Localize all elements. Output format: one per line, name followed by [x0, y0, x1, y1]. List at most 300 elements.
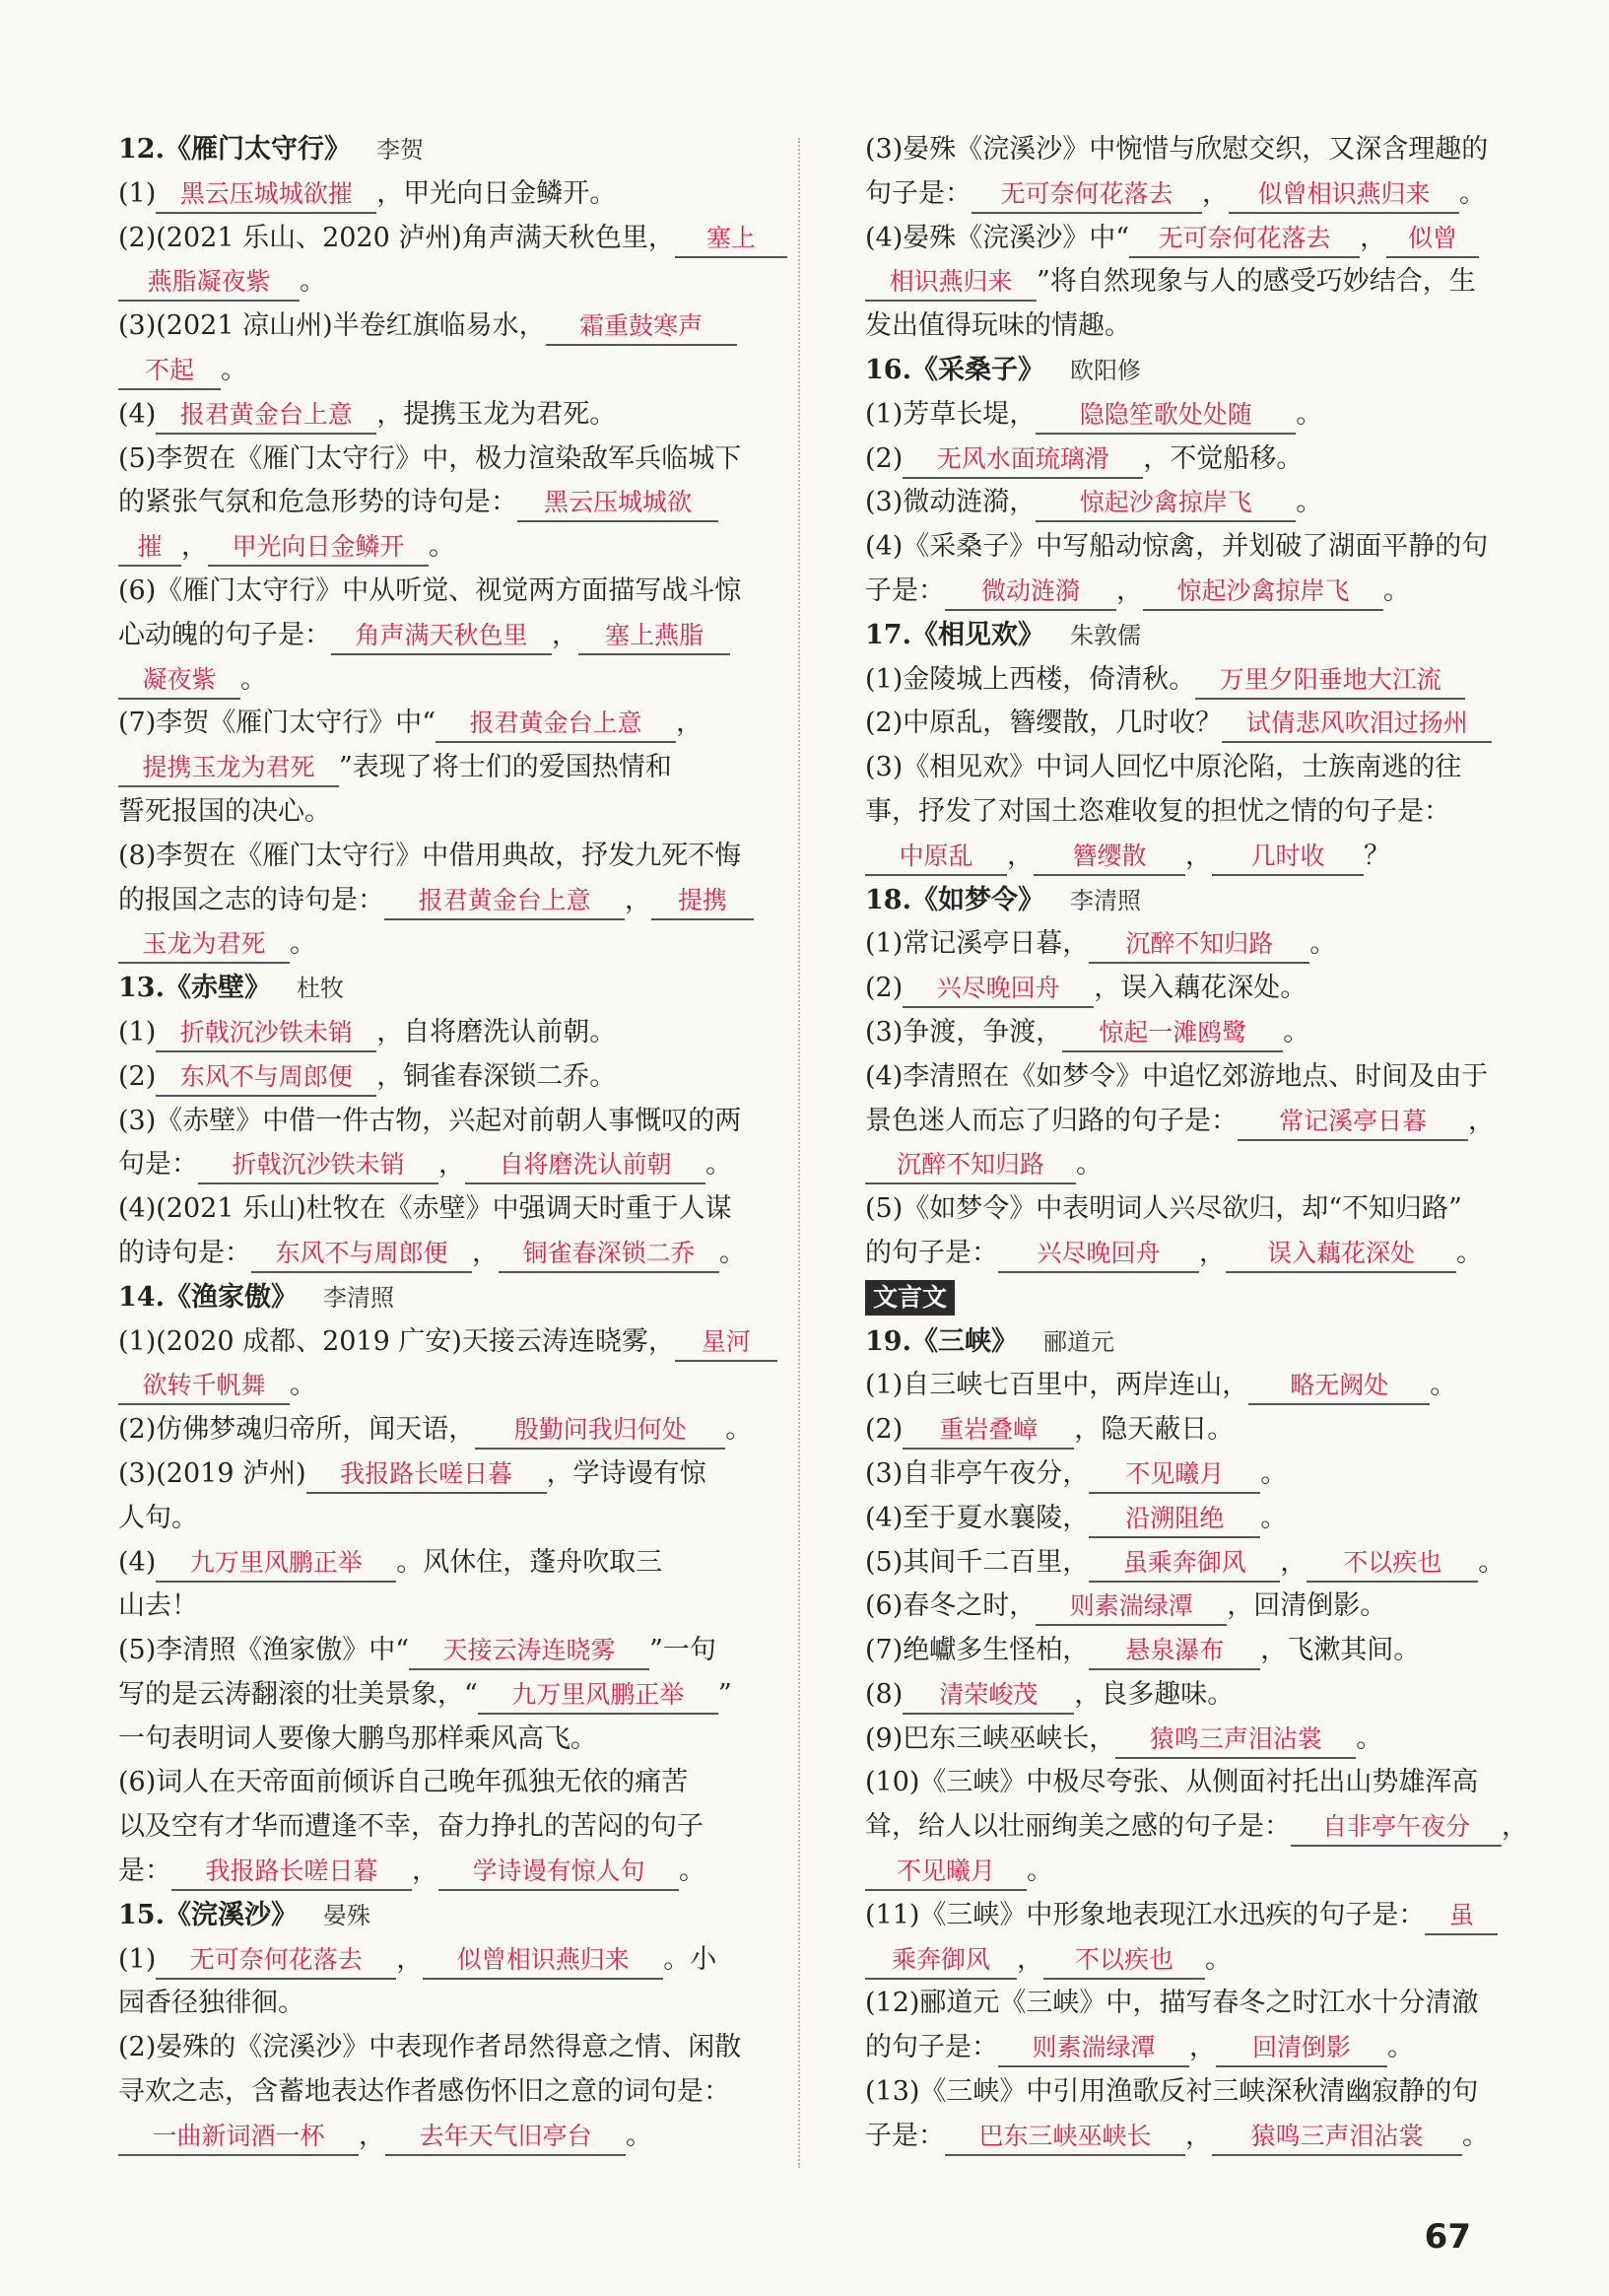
section-author: 李清照: [1069, 886, 1141, 914]
answer-blank: 回清倒影: [1216, 2030, 1387, 2067]
question-text: ，: [1199, 1237, 1226, 1268]
answer-blank: 不起: [118, 353, 221, 390]
answer-blank: 略无阙处: [1248, 1368, 1430, 1405]
question-text: ，甲光向日金鳞开。: [376, 177, 617, 209]
question-text: 。: [1356, 1722, 1383, 1754]
question-text: (9)巴东三峡巫峡长，: [865, 1722, 1116, 1754]
question-text: ，: [359, 2120, 385, 2151]
answer-blank: 甲光向日金鳞开: [208, 529, 429, 567]
answer-blank: 提携玉龙为君死: [118, 750, 339, 787]
question-line: [118, 1320, 769, 1365]
question-line: [118, 481, 769, 525]
answer-blank: 微动涟漪: [945, 574, 1116, 611]
question-line: [118, 922, 769, 967]
question-text: (1)常记溪亭日暮，: [865, 928, 1090, 960]
question-text: ，良多趣味。: [1074, 1678, 1235, 1710]
answer-blank: 悬泉瀑布: [1089, 1633, 1260, 1670]
answer-blank: 折戟沉沙铁未销: [156, 1015, 376, 1052]
answer-blank: 黑云压城城欲摧: [156, 176, 376, 214]
question-text: 。: [290, 928, 316, 960]
question-line: [118, 1718, 769, 1762]
question-text: 。: [300, 266, 326, 298]
question-text: 园香径独徘徊。: [118, 1988, 304, 2019]
question-text: (1)自三峡七百里中，两岸连山，: [865, 1370, 1249, 1401]
question-text: ，: [396, 1943, 424, 1975]
question-line: [865, 1585, 1486, 1629]
question-line: [865, 658, 1486, 703]
question-line: [118, 2026, 769, 2070]
answer-blank: 凝夜紫: [118, 662, 240, 700]
answer-blank: 我报路长嗟日暮: [171, 1854, 412, 1891]
question-line: [865, 1364, 1486, 1408]
question-line: [118, 702, 769, 746]
question-line: [865, 2070, 1486, 2115]
right-column: [865, 128, 1528, 2159]
question-line: [865, 1761, 1486, 1805]
question-text: 。: [1027, 1856, 1053, 1887]
question-text: (4)李清照在《如梦令》中追忆郊游地点、时间及由于: [865, 1060, 1489, 1092]
question-text: ，: [1280, 1546, 1307, 1578]
question-line: [118, 172, 769, 217]
question-text: 。: [679, 1856, 705, 1887]
category-row: [865, 1276, 1486, 1320]
question-text: 。: [240, 663, 267, 695]
question-text: 句子是：: [865, 177, 972, 209]
answer-blank: 常记溪亭日暮: [1238, 1104, 1468, 1141]
question-line: [865, 1100, 1495, 1144]
question-line: [865, 438, 1486, 482]
question-text: (3)自非亭午夜分，: [865, 1457, 1090, 1489]
answer-blank: 沿溯阻绝: [1089, 1501, 1260, 1538]
question-text: ，飞漱其间。: [1260, 1635, 1421, 1666]
answer-blank: 隐隐笙歌处处随: [1036, 397, 1296, 435]
answer-blank: 相识燕归来: [865, 264, 1037, 302]
question-text: 一句表明词人要像大鹏鸟那样乘风高飞。: [118, 1722, 597, 1754]
answer-blank: 万里夕阳垂地大江流: [1195, 662, 1465, 700]
section-author: 李贺: [375, 136, 424, 164]
question-text: ，: [412, 1856, 438, 1887]
category-tag: 文言文: [865, 1280, 955, 1316]
question-text: (3)《赤壁》中借一件古物，兴起对前朝人事慨叹的两: [118, 1105, 742, 1136]
question-text: ”一句: [649, 1635, 716, 1666]
answer-blank: 惊起沙禽掠岸飞: [1036, 485, 1296, 522]
answer-blank: 燕脂凝夜紫: [118, 264, 300, 302]
answer-blank: 兴尽晚回舟: [998, 1236, 1199, 1273]
section-title: [118, 967, 769, 1011]
question-text: 。: [1459, 177, 1486, 209]
question-text: 。: [1387, 2032, 1414, 2063]
question-line: [118, 790, 769, 835]
question-line: [118, 2115, 769, 2159]
question-text: 的句子是：: [865, 1237, 998, 1268]
question-line: [865, 1938, 1486, 1983]
question-text: ，不觉船移。: [1143, 442, 1304, 474]
question-text: 的句子是：: [865, 2032, 998, 2063]
answer-blank: 簪缨散: [1034, 839, 1185, 876]
question-text: 。: [429, 531, 455, 563]
section-title: [865, 879, 1486, 923]
question-line: [865, 393, 1486, 438]
question-text: 。: [1283, 1016, 1310, 1047]
question-text: 耸，给人以壮丽绚美之感的句子是：: [865, 1811, 1291, 1843]
question-text: 的报国之志的诗句是：: [118, 884, 384, 915]
question-text: 。: [1383, 574, 1410, 606]
question-text: ，回清倒影。: [1227, 1590, 1387, 1622]
question-line: [118, 1982, 769, 2026]
answer-blank: 报君黄金台上意: [156, 397, 376, 435]
answer-blank: 一曲新词酒一杯: [118, 2119, 359, 2156]
question-text: 。: [1456, 1237, 1483, 1268]
question-text: (1): [118, 177, 157, 209]
question-text: (1)芳草长堤，: [865, 398, 1037, 430]
question-line: [118, 1585, 769, 1629]
question-line: [865, 967, 1486, 1011]
question-line: [865, 1718, 1486, 1762]
question-text: 的诗句是：: [118, 1237, 251, 1268]
answer-blank: 塞上: [675, 221, 787, 258]
answer-blank: 惊起一滩鸥鹭: [1062, 1015, 1283, 1052]
question-text: (8): [865, 1678, 904, 1710]
section-title: [865, 349, 1486, 393]
question-text: 。: [1430, 1370, 1457, 1401]
answer-blank: 沉醉不知归路: [1089, 926, 1309, 964]
question-line: [118, 1100, 769, 1144]
question-text: (3)(2019 泸州): [118, 1457, 306, 1489]
answer-blank: 巴东三峡巫峡长: [945, 2119, 1185, 2156]
question-text: (3)晏殊《浣溪沙》中惋惜与欣慰交织，又深含理趣的: [865, 134, 1489, 165]
question-text: ，: [438, 1149, 465, 1181]
answer-blank: 欲转千帆舞: [118, 1368, 290, 1405]
answer-blank: 无可奈何花落去: [972, 176, 1202, 214]
question-text: 发出值得玩味的情趣。: [865, 310, 1131, 342]
question-text: (7)李贺《雁门太守行》中“: [118, 708, 436, 739]
question-text: ，: [472, 1237, 499, 1268]
question-text: 以及空有才华而遭逢不幸，奋力挣扎的苦闷的句子: [118, 1811, 704, 1843]
question-text: (4)《采桑子》中写船动惊禽，并划破了湖面平静的句: [865, 531, 1489, 563]
answer-blank: 猿鸣三声泪沾裳: [1115, 1722, 1356, 1759]
question-text: (13)《三峡》中引用渔歌反衬三峡深秋清幽寂静的句: [865, 2076, 1479, 2108]
question-text: (4)至于夏水襄陵，: [865, 1502, 1090, 1533]
answer-blank: 重岩叠嶂: [903, 1412, 1074, 1450]
question-text: (6)《雁门太守行》中从听觉、视觉两方面描写战斗惊: [118, 574, 742, 606]
answer-blank: 霜重鼓寒声: [546, 308, 737, 346]
question-text: 。: [1260, 1502, 1288, 1533]
answer-blank: 试倩悲风吹泪过扬州: [1222, 706, 1492, 743]
question-line: [865, 790, 1486, 835]
question-text: (5)其间千二百里，: [865, 1546, 1090, 1578]
question-line: [865, 746, 1486, 790]
answer-blank: 星河: [675, 1324, 777, 1362]
question-text: (1)(2020 成都、2019 广安)天接云涛连晓雾，: [118, 1325, 675, 1357]
question-line: [118, 2070, 769, 2115]
question-text: (5)李贺在《雁门太守行》中，极力渲染敌军兵临城下: [118, 442, 742, 474]
question-line: [865, 2026, 1486, 2070]
answer-blank: 九万里风鹏正举: [156, 1545, 396, 1583]
question-line: [865, 2115, 1489, 2159]
question-text: ？: [1364, 840, 1390, 871]
answer-blank: 殷勤问我归何处: [475, 1412, 725, 1450]
answer-blank: 似曾: [1386, 221, 1479, 258]
question-line: [865, 1894, 1486, 1938]
question-line: [118, 1673, 769, 1718]
answer-blank: 则素湍绿潭: [1036, 1588, 1227, 1626]
question-line: [865, 570, 1486, 614]
question-text: 。: [1309, 928, 1337, 960]
section-author: 郦道元: [1042, 1327, 1114, 1356]
question-line: [118, 1143, 769, 1187]
answer-blank: 猿鸣三声泪沾裳: [1212, 2119, 1462, 2156]
question-text: ，: [1202, 177, 1229, 209]
section-author: 李清照: [322, 1283, 394, 1312]
question-line: [118, 1408, 769, 1452]
section-author: 欧阳修: [1069, 356, 1141, 384]
question-line: [865, 260, 1486, 304]
answer-blank: 报君黄金台上意: [436, 706, 676, 743]
question-text: (2): [865, 1414, 904, 1446]
question-text: ”: [717, 1678, 732, 1710]
section-title: [118, 1276, 769, 1320]
question-line: [865, 835, 1486, 879]
question-text: (6)词人在天帝面前倾诉自己晚年孤独无依的痛苦: [118, 1767, 689, 1798]
question-text: 。: [705, 1149, 732, 1181]
answer-blank: 黑云压城城欲: [517, 485, 718, 522]
question-line: [118, 1187, 769, 1232]
question-text: 。: [221, 354, 247, 385]
question-text: ，: [181, 531, 208, 563]
answer-blank: 几时收: [1212, 839, 1364, 876]
answer-blank: 我报路长嗟日暮: [306, 1456, 547, 1494]
answer-blank: 无可奈何花落去: [156, 1942, 396, 1980]
answer-blank: 无可奈何花落去: [1129, 221, 1360, 258]
answer-blank: 塞上燕脂: [578, 618, 730, 655]
answer-blank: 虽乘奔御风: [1089, 1545, 1280, 1583]
question-text: 。: [1478, 1546, 1506, 1578]
question-line: [865, 128, 1489, 172]
answer-blank: 提携: [651, 883, 754, 920]
question-line: [118, 1761, 769, 1805]
answer-blank: 去年天气旧亭台: [385, 2119, 626, 2156]
page-number: 67: [1424, 2217, 1471, 2257]
question-text: 。: [1296, 487, 1323, 518]
answer-blank: 不见曦月: [1089, 1456, 1260, 1494]
answer-blank: 报君黄金台上意: [384, 883, 625, 920]
question-text: (2): [865, 442, 904, 474]
question-text: (5)《如梦令》中表明词人兴尽欲归，却“不知归路”: [865, 1193, 1462, 1225]
question-line: [118, 1805, 769, 1850]
question-line: [118, 1629, 769, 1673]
question-line: [118, 260, 769, 304]
question-line: [118, 658, 769, 703]
question-text: ，: [625, 884, 651, 915]
column-divider: [798, 138, 800, 2168]
question-line: [865, 1452, 1486, 1497]
section-title-text: 18.《如梦令》: [865, 884, 1044, 915]
question-line: [865, 1850, 1486, 1894]
answer-blank: 不以疾也: [1043, 1942, 1205, 1980]
question-text: (4): [118, 398, 157, 430]
question-line: [865, 1805, 1528, 1850]
section-title-text: 16.《采桑子》: [865, 354, 1044, 385]
question-line: [118, 1541, 769, 1586]
question-text: ，误入藕花深处。: [1094, 973, 1307, 1004]
question-text: (3)(2021 凉山州)半卷红旗临易水，: [118, 310, 546, 342]
question-text: ，提携玉龙为君死。: [376, 398, 617, 430]
question-line: [865, 1232, 1486, 1276]
question-text: 子是：: [865, 2120, 945, 2151]
question-text: 事，抒发了对国土恣难收复的担忧之情的句子是：: [865, 795, 1450, 827]
question-line: [118, 835, 769, 879]
question-text: ，: [1185, 2120, 1212, 2151]
question-text: 人句。: [118, 1502, 198, 1533]
question-text: (10)《三峡》中极尽夸张、从侧面衬托出山势雄浑高: [865, 1767, 1479, 1798]
section-title: [865, 1320, 1486, 1365]
answer-blank: 铜雀春深锁二乔: [499, 1236, 719, 1273]
question-text: ，: [676, 708, 704, 739]
section-author: 朱敦儒: [1069, 621, 1141, 649]
question-text: 山去！: [118, 1590, 198, 1622]
answer-blank: 天接云涛连晓雾: [409, 1633, 649, 1670]
question-line: [118, 1232, 769, 1276]
question-line: [865, 922, 1486, 967]
question-line: [865, 1011, 1486, 1055]
answer-blank: 摧: [118, 529, 181, 567]
question-line: [118, 1452, 769, 1497]
question-text: ，铜雀春深锁二乔。: [376, 1060, 617, 1092]
question-text: ，: [1502, 1811, 1528, 1843]
question-text: (11)《三峡》中形象地表现江水迅疾的句子是：: [865, 1899, 1426, 1930]
question-text: 。风休住，蓬舟吹取三: [396, 1546, 663, 1578]
question-line: [865, 217, 1486, 261]
question-text: ，自将磨洗认前朝。: [376, 1016, 617, 1047]
answer-blank: 惊起沙禽掠岸飞: [1143, 574, 1383, 611]
answer-blank: 自非亭午夜分: [1291, 1809, 1502, 1847]
question-text: (1): [118, 1943, 157, 1975]
question-text: 的紧张气氛和危急形势的诗句是：: [118, 487, 517, 518]
question-text: 誓死报国的决心。: [118, 795, 331, 827]
question-text: ，: [1468, 1105, 1495, 1136]
section-author: 晏殊: [322, 1901, 370, 1929]
question-text: ，: [1007, 840, 1034, 871]
question-line: [865, 1187, 1486, 1232]
question-text: (2): [865, 973, 904, 1004]
section-title-text: 19.《三峡》: [865, 1325, 1018, 1357]
question-text: ，: [1360, 222, 1387, 253]
left-column: [118, 128, 769, 2159]
question-text: (4): [118, 1546, 157, 1578]
question-text: 是：: [118, 1856, 171, 1887]
answer-blank: 东风不与周郎便: [156, 1059, 376, 1097]
answer-blank: 清荣峻茂: [903, 1677, 1074, 1715]
question-text: 子是：: [865, 574, 945, 606]
question-text: (12)郦道元《三峡》中，描写春冬之时江水十分清澈: [865, 1988, 1479, 2019]
question-line: [865, 172, 1486, 217]
answer-blank: 东风不与周郎便: [251, 1236, 472, 1273]
question-text: ，: [1017, 1943, 1043, 1975]
section-title: [118, 1894, 769, 1938]
answer-blank: 误入藕花深处: [1226, 1236, 1456, 1273]
question-text: (2): [118, 1060, 157, 1092]
question-text: 。: [1076, 1149, 1103, 1181]
question-line: [118, 393, 769, 438]
question-text: 。: [1260, 1457, 1288, 1489]
question-text: (8)李贺在《雁门太守行》中借用典故，抒发九死不悔: [118, 840, 742, 871]
question-line: [118, 1850, 769, 1894]
question-text: (2)(2021 乐山、2020 泸州)角声满天秋色里，: [118, 222, 675, 253]
question-line: [118, 1938, 769, 1983]
question-text: 句是：: [118, 1149, 198, 1181]
section-title: [865, 614, 1486, 658]
question-text: ，: [1185, 840, 1212, 871]
question-text: (2)中原乱，簪缨散，几时收？: [865, 708, 1223, 739]
answer-blank: 不以疾也: [1307, 1545, 1478, 1583]
question-text: 写的是云涛翻滚的壮美景象，“: [118, 1678, 478, 1710]
question-line: [118, 1055, 769, 1100]
question-text: (3)《相见欢》中词人回忆中原沦陷，士族南逃的往: [865, 752, 1462, 783]
question-text: (6)春冬之时，: [865, 1590, 1037, 1622]
question-text: (3)微动涟漪，: [865, 487, 1037, 518]
section-title-text: 14.《渔家傲》: [118, 1281, 298, 1313]
question-line: [118, 349, 769, 393]
question-text: ，: [1116, 574, 1143, 606]
section-title: [118, 128, 769, 172]
question-text: (4)(2021 乐山)杜牧在《赤壁》中强调天时重于人谋: [118, 1193, 732, 1225]
section-title-text: 15.《浣溪沙》: [118, 1899, 298, 1930]
answer-blank: 中原乱: [865, 839, 1007, 876]
question-line: [118, 438, 769, 482]
question-text: ”表现了将士们的爱国热情和: [339, 752, 672, 783]
question-text: ，: [1189, 2032, 1216, 2063]
question-line: [118, 614, 769, 658]
section-title-text: 12.《雁门太守行》: [118, 134, 351, 165]
answer-blank: 似曾相识燕归来: [1229, 176, 1459, 214]
question-text: 寻欢之志，含蓄地表达作者感伤怀旧之意的词句是：: [118, 2076, 730, 2108]
question-text: ”将自然现象与人的感受巧妙结合，生: [1037, 266, 1476, 298]
answer-blank: 无风水面琉璃滑: [903, 441, 1143, 479]
question-line: [865, 702, 1486, 746]
question-text: 。: [719, 1237, 746, 1268]
question-text: (1)金陵城上西楼，倚清秋。: [865, 663, 1196, 695]
question-text: 心动魄的句子是：: [118, 619, 331, 650]
question-line: [865, 1673, 1486, 1718]
question-text: 。: [725, 1414, 753, 1446]
question-text: 。: [1462, 2120, 1489, 2151]
question-text: 。: [290, 1370, 316, 1401]
question-line: [865, 481, 1486, 525]
question-text: (4)晏殊《浣溪沙》中“: [865, 222, 1130, 253]
question-text: (1): [118, 1016, 157, 1047]
question-text: ，学诗谩有惊: [546, 1457, 706, 1489]
answer-blank: 九万里风鹏正举: [478, 1677, 718, 1715]
question-line: [118, 879, 769, 923]
question-line: [865, 525, 1489, 570]
question-text: (2)晏殊的《浣溪沙》中表现作者昂然得意之情、闲散: [118, 2032, 742, 2063]
question-line: [118, 746, 769, 790]
answer-blank: 学诗谩有惊人句: [438, 1854, 679, 1891]
question-line: [865, 1055, 1489, 1100]
answer-blank: 乘奔御风: [865, 1942, 1017, 1980]
question-text: (2)仿佛梦魂归帝所，闻天语，: [118, 1414, 476, 1446]
question-line: [118, 525, 769, 570]
question-line: [118, 1364, 769, 1408]
question-line: [865, 1541, 1506, 1586]
answer-blank: 折戟沉沙铁未销: [198, 1147, 438, 1184]
answer-blank: 自将磨洗认前朝: [465, 1147, 705, 1184]
answer-blank: 则素湍绿潭: [998, 2030, 1189, 2067]
question-line: [118, 1011, 769, 1055]
question-line: [865, 1982, 1486, 2026]
question-line: [865, 304, 1486, 349]
question-line: [865, 1408, 1486, 1452]
